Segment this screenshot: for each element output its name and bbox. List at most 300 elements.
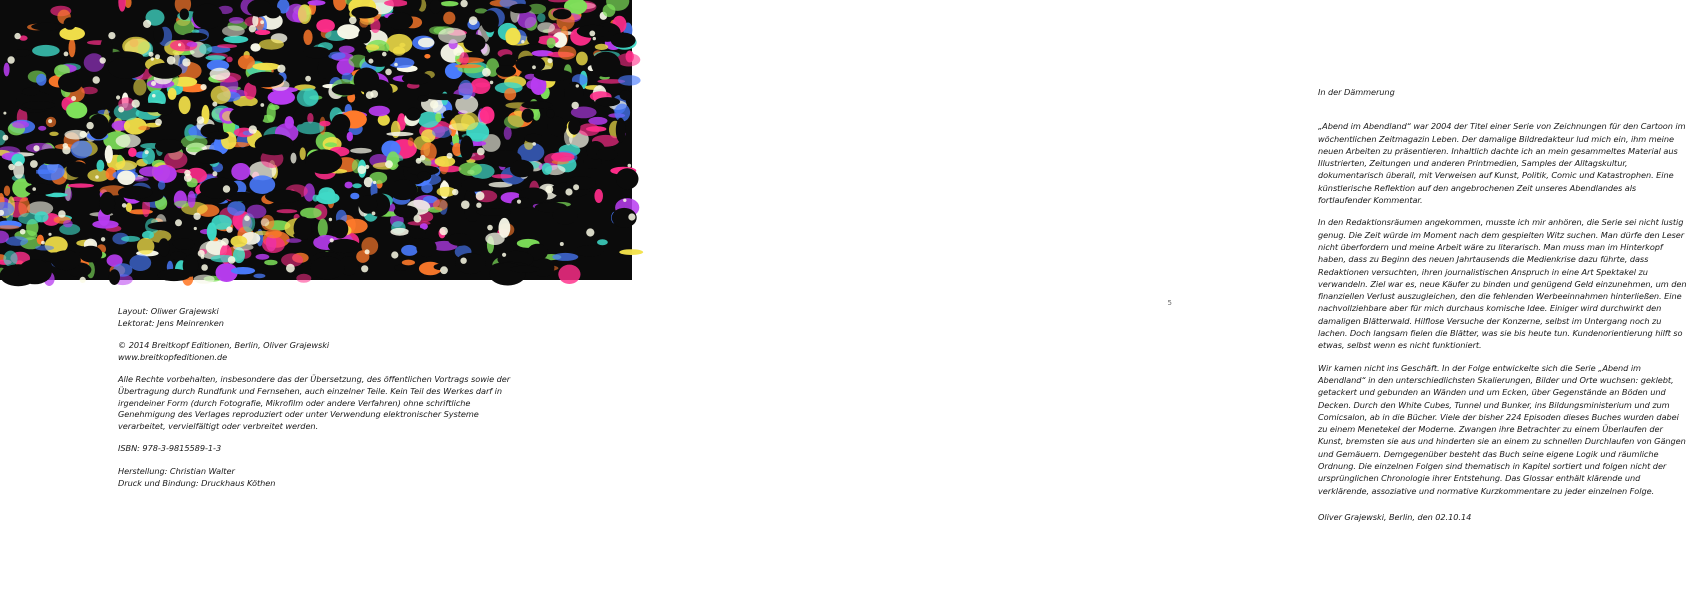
artwork-blob [210, 68, 231, 80]
artwork-hole [51, 250, 81, 270]
artwork-blob [475, 83, 489, 88]
artwork-blob [337, 24, 360, 39]
page-number: 5 [1167, 299, 1172, 307]
artwork-hole [155, 139, 183, 153]
artwork-hole [394, 205, 418, 217]
artwork-highlight [305, 76, 311, 82]
artwork-blob [211, 86, 231, 104]
artwork-highlight [586, 228, 594, 236]
artwork-hole [510, 160, 534, 178]
artwork-highlight [223, 185, 230, 192]
artwork-highlight [573, 184, 579, 190]
artwork-hole [566, 176, 595, 190]
foreword-signature: Oliver Grajewski, Berlin, den 02.10.14 [1318, 511, 1472, 522]
artwork-blob [49, 132, 58, 136]
artwork-hole [247, 72, 284, 87]
artwork-blob [97, 160, 105, 172]
artwork-hole [460, 136, 473, 161]
foreword-paragraph: Wir kamen nicht ins Geschäft. In der Folge entwickelte sich die Serie „Abend im Abendland“ in den unterschiedlichsten Skalierungen, Bilder und Orte wuchsen: geklebt, getackert und gebunden an Wänden und um Ecken, über Gegenstände an Böden und Decken. Durch den White Cubes, Tunnel und Bunker, ins Bildungsministerium und zum Comicsalon, ab in die Bücher. Viele der bisher 224 Episoden dieses Buches wurden dabei zu einem Menetekel der Moderne. Zwangen ihre Betrachter zu einem Überlaufen der Kunst, bremsten sie aus und hinderten sie an einem zu schnellen Durchlaufen von Gängen und Gemäuern. Demgegenüber besteht das Buch seine eigene Logik und räumliche Ordnung. Die einzelnen Folgen sind thematisch in Kapitel sortiert und folgen nicht der ursprünglichen Chronologie ihrer Entstehung. Das Glossar enthält klärende und verklärende, assoziative und normative Kurzkommentare zu jeder einzelnen Folge. [1318, 362, 1686, 496]
artwork-blob [325, 142, 337, 147]
artwork-blob [164, 151, 187, 169]
artwork-blob [421, 183, 433, 193]
artwork-highlight [358, 165, 367, 174]
artwork-blob [249, 175, 275, 194]
artwork-blob [393, 46, 405, 55]
artwork-highlight [440, 227, 448, 235]
artwork-highlight [244, 216, 250, 222]
artwork-blob [179, 96, 191, 114]
artwork-blob [35, 245, 54, 250]
artwork-highlight [452, 189, 458, 195]
artwork-highlight [385, 69, 392, 76]
artwork-hole [100, 192, 116, 215]
artwork-highlight [32, 187, 36, 191]
artwork-hole [303, 47, 330, 59]
artwork-blob [537, 13, 545, 22]
artwork-highlight [14, 33, 20, 39]
artwork-blob [63, 220, 73, 227]
artwork-blob [318, 219, 328, 238]
artwork-highlight [517, 200, 521, 204]
artwork-blob [126, 203, 132, 212]
artwork-hole [64, 17, 76, 29]
imprint-website: www.breitkopfeditionen.de [118, 351, 228, 362]
artwork-highlight [182, 58, 190, 66]
artwork-blob [137, 238, 154, 255]
artwork-highlight [589, 31, 595, 37]
artwork-blob [533, 109, 541, 121]
artwork-highlight [212, 102, 217, 107]
imprint-editing: Lektorat: Jens Meinrenken [118, 317, 224, 328]
artwork-hole [351, 7, 378, 19]
artwork-highlight [80, 131, 87, 138]
artwork-hole [14, 49, 31, 56]
artwork-hole [521, 101, 552, 109]
artwork-highlight [151, 57, 154, 60]
artwork-highlight [548, 58, 553, 63]
artwork-highlight [95, 175, 99, 179]
artwork-hole [183, 255, 199, 277]
artwork-hole [515, 56, 545, 73]
artwork-canvas [0, 0, 632, 280]
artwork-hole [416, 239, 436, 257]
artwork-hole [311, 256, 345, 279]
artwork-highlight [260, 103, 264, 107]
artwork-highlight [151, 81, 156, 86]
artwork-blob [390, 228, 409, 236]
artwork-blob [205, 55, 225, 60]
artwork-blob [4, 63, 10, 77]
artwork-blob [187, 42, 198, 47]
artwork-blob [68, 183, 94, 187]
artwork-highlight [3, 112, 6, 115]
artwork-blob [3, 251, 17, 267]
artwork-blob [347, 132, 353, 141]
artwork-hole [522, 109, 534, 123]
artwork-blob [92, 220, 118, 228]
artwork-hole [209, 131, 229, 139]
artwork-highlight [502, 253, 506, 257]
artwork-highlight [3, 135, 9, 141]
artwork-blob [366, 44, 379, 50]
artwork-hole [22, 88, 39, 96]
artwork-hole [408, 228, 426, 239]
artwork-highlight [108, 32, 115, 39]
artwork-hole [306, 149, 343, 174]
artwork-hole [354, 68, 380, 93]
foreword-heading: In der Dämmerung [1318, 87, 1395, 97]
artwork-blob [339, 46, 355, 54]
artwork-highlight [545, 186, 553, 194]
artwork-blob [224, 36, 249, 43]
artwork-highlight [391, 251, 398, 258]
artwork-highlight [155, 54, 160, 59]
artwork-highlight [366, 91, 374, 99]
artwork-blob [256, 254, 270, 260]
artwork-blob [537, 22, 555, 33]
artwork-highlight [116, 95, 120, 99]
artwork-highlight [58, 210, 66, 218]
artwork-highlight [48, 119, 52, 123]
artwork-blob [345, 182, 353, 189]
artwork-highlight [20, 229, 26, 235]
artwork-blob [399, 43, 405, 47]
artwork-hole [265, 190, 301, 204]
artwork-highlight [368, 59, 373, 64]
artwork-highlight [361, 265, 368, 272]
artwork-hole [294, 108, 306, 125]
artwork-highlight [193, 213, 200, 220]
artwork-highlight [487, 225, 493, 231]
artwork-hole [200, 177, 239, 199]
artwork-blob [66, 102, 87, 119]
artwork-blob [359, 17, 368, 27]
artwork-blob [229, 17, 244, 24]
artwork-highlight [460, 0, 467, 7]
artwork-hole [527, 32, 539, 44]
artwork-hole [318, 57, 331, 79]
artwork-highlight [394, 63, 398, 67]
artwork-blob [504, 126, 512, 139]
artwork-hole [511, 197, 531, 208]
artwork-blob [231, 267, 255, 274]
artwork-blob [265, 229, 282, 238]
artwork-highlight [118, 107, 124, 113]
artwork-blob [303, 30, 312, 45]
artwork-blob [255, 30, 270, 35]
artwork-highlight [443, 180, 446, 183]
artwork-hole [183, 33, 208, 41]
artwork-hole [66, 161, 88, 177]
artwork-blob [194, 275, 215, 284]
artwork-highlight [122, 203, 127, 208]
artwork-blob [262, 236, 285, 253]
artwork-highlight [565, 188, 572, 195]
artwork-highlight [385, 160, 393, 168]
artwork-hole [193, 4, 223, 30]
artwork-hole [173, 238, 195, 250]
artwork-highlight [93, 76, 100, 83]
imprint-copyright: © 2014 Breitkopf Editionen, Berlin, Oliver Grajewski [118, 340, 330, 351]
artwork-highlight [576, 84, 579, 87]
artwork-highlight [132, 100, 140, 108]
artwork-blob [350, 193, 359, 200]
artwork-hole [496, 65, 516, 77]
left-page [0, 0, 600, 610]
artwork-hole [402, 72, 431, 84]
artwork-blob [158, 181, 165, 190]
artwork-highlight [226, 226, 232, 232]
artwork-highlight [349, 17, 357, 25]
artwork-hole [455, 253, 485, 274]
artwork-blob [268, 90, 295, 105]
artwork-blob [319, 121, 330, 127]
artwork-hole [170, 251, 186, 260]
artwork-highlight [63, 143, 68, 148]
artwork-blob [231, 163, 250, 180]
artwork-blob [277, 209, 298, 213]
artwork-hole [157, 104, 173, 115]
artwork-blob [438, 28, 466, 44]
artwork-blob [499, 218, 511, 238]
imprint-layout: Layout: Oliwer Grajewski [118, 306, 219, 316]
artwork-blob [138, 126, 150, 131]
artwork-blob [402, 260, 415, 266]
artwork-hole [118, 186, 153, 200]
artwork-blob [259, 39, 284, 50]
artwork-hole [109, 269, 120, 285]
artwork-highlight [521, 40, 524, 43]
artwork-highlight [149, 52, 154, 57]
artwork-highlight [8, 164, 14, 170]
artwork-blob [558, 46, 576, 60]
artwork-highlight [490, 81, 494, 85]
artwork-blob [252, 63, 280, 71]
artwork-hole [461, 178, 488, 192]
artwork-blob [296, 274, 311, 283]
artwork-hole [476, 208, 511, 215]
artwork-hole [398, 160, 419, 167]
artwork-highlight [249, 125, 257, 133]
artwork-blob [435, 156, 456, 167]
foreword-paragraph: „Abend im Abendland“ war 2004 der Titel einer Serie von Zeichnungen für den Cartoon im wöchentlichen Zeitmagazin Leben. Der damalige Bildredakteur lud mich ein, ihm meine neuen Arbeiten zu präsentieren. Inhaltlich dachte ich an mein gesammeltes Material aus Illustrierten, Zeitungen und anderen Printmedien, Samples der Alltagskultur, dokumentarisch überall, mit Verweisen auf Kunst, Politik, Comic und Katastrophen. Eine künstlerische Reflektion auf den angebrochenen Zeit unseres Abendlandes als fortlaufender Kommentar. [1318, 121, 1686, 206]
artwork-highlight [532, 65, 536, 69]
artwork-hole [524, 134, 543, 143]
artwork-blob [303, 88, 318, 106]
artwork-hole [158, 238, 169, 256]
artwork-blob [247, 205, 267, 219]
artwork-highlight [440, 266, 448, 274]
artwork-blob [459, 162, 482, 176]
artwork-hole [22, 101, 55, 109]
artwork-blob [117, 171, 135, 185]
artwork-blob [504, 115, 524, 128]
artwork-blob [142, 148, 155, 164]
artwork-blob [432, 126, 452, 138]
artwork-highlight [469, 16, 478, 25]
artwork-hole [387, 12, 413, 30]
artwork-highlight [30, 160, 38, 168]
artwork-hole [31, 23, 62, 31]
artwork-highlight [416, 158, 422, 164]
right-page [600, 0, 1687, 610]
artwork-hole [418, 95, 429, 102]
artwork-blob [168, 88, 177, 100]
foreword-text [1318, 86, 1688, 533]
artwork-blob [18, 213, 41, 225]
artwork-blob [133, 79, 146, 96]
artwork-highlight [212, 171, 217, 176]
artwork-blob [300, 147, 306, 160]
artwork-highlight [80, 277, 86, 283]
artwork-highlight [572, 102, 579, 109]
artwork-highlight [372, 212, 376, 216]
artwork-highlight [33, 145, 39, 151]
artwork-highlight [249, 25, 256, 32]
artwork-blob [547, 38, 556, 49]
artwork-hole [509, 4, 531, 14]
imprint-block [118, 306, 518, 489]
artwork-highlight [476, 203, 481, 208]
artwork-blob [576, 52, 588, 66]
artwork-highlight [482, 68, 491, 77]
artwork-highlight [221, 238, 229, 246]
artwork-hole [548, 117, 567, 136]
artwork-highlight [260, 20, 264, 24]
artwork-hole [430, 0, 442, 14]
artwork-highlight [477, 148, 485, 156]
imprint-isbn: ISBN: 978-3-9815589-1-3 [118, 443, 222, 454]
artwork-highlight [286, 264, 295, 273]
artwork-blob [4, 186, 10, 197]
artwork-blob [227, 201, 245, 216]
artwork-blob [441, 1, 459, 6]
artwork-hole [443, 110, 455, 119]
artwork-blob [181, 135, 208, 149]
artwork-highlight [373, 181, 376, 184]
artwork-blob [261, 218, 270, 226]
artwork-highlight [197, 116, 205, 124]
artwork-hole [26, 184, 57, 195]
artwork-highlight [201, 264, 208, 271]
artwork-hole [358, 28, 371, 44]
artwork-highlight [460, 258, 466, 264]
artwork-blob [253, 274, 265, 279]
artwork-blob [424, 54, 430, 59]
imprint-printing: Druck und Bindung: Druckhaus Köthen [118, 477, 276, 488]
artwork-highlight [194, 227, 197, 230]
artwork-blob [492, 174, 513, 178]
artwork-blob [455, 64, 481, 68]
artwork-blob [231, 236, 248, 247]
artwork-highlight [430, 100, 438, 108]
artwork-blob [480, 107, 495, 124]
artwork-hole [568, 118, 580, 134]
artwork-blob [298, 4, 312, 24]
artwork-blob [116, 134, 141, 148]
artwork-highlight [560, 242, 564, 246]
artwork-highlight [330, 238, 334, 242]
artwork-highlight [382, 52, 387, 57]
artwork-hole [481, 10, 499, 32]
foreword-paragraph: In den Redaktionsräumen angekommen, musste ich mir anhören, die Serie sei nicht lustig genug. Die Zeit würde im Moment nach dem gespielten Witz suchen. Man dürfe den Leser nicht überfordern und meine Arbeit wäre zu literarisch. Man muss man im Hinterkopf haben, dass zu Beginn des neuen Jahrtausends die Medienkrise dazu führte, dass Redaktionen versuchten, ihren journalistischen Anspruch in eine Art Spektakel zu verwandeln. Ziel war es, neue Käufer zu binden und genügend Geld einzunehmen, um den finanziellen Verlust auszugleichen, den die fehlenden Werbeeinnahmen hinterließen. Eine nachvollziehbare aber für mich durchaus komische Idee. Einiger wird durchwirkt den damaligen Blätterwald. Hilflose Versuche der Konzerne, selbst im Untergang noch zu lachen. Doch langsam fielen die Blätter, was sie bis heute tun. Kundenorientierung hilft so etwas, selbst wenn es nicht funktioniert. [1318, 217, 1687, 351]
artwork-blob [174, 19, 194, 35]
artwork-blob [13, 161, 24, 179]
artwork-hole [153, 26, 164, 43]
artwork-blob [12, 121, 29, 129]
artwork-highlight [453, 48, 461, 56]
artwork-highlight [201, 84, 207, 90]
artwork-highlight [145, 150, 149, 154]
artwork-hole [359, 195, 377, 213]
artwork-hole [509, 266, 539, 273]
artwork-highlight [198, 250, 205, 257]
artwork-highlight [329, 218, 332, 221]
artwork-blob [226, 57, 232, 63]
artwork-blob [36, 74, 46, 86]
artwork-hole [389, 180, 418, 201]
artwork-highlight [71, 96, 76, 101]
artwork-blob [222, 26, 245, 37]
artwork-blob [105, 145, 113, 163]
artwork-highlight [152, 94, 156, 98]
artwork-highlight [86, 122, 93, 129]
artwork-blob [264, 260, 277, 266]
artwork-blob [461, 112, 479, 130]
artwork-hole [195, 149, 224, 164]
artwork-hole [564, 82, 584, 105]
artwork-blob [558, 265, 580, 284]
artwork-blob [418, 38, 434, 48]
artwork-hole [79, 246, 102, 263]
artwork-blob [69, 39, 76, 58]
artwork-hole [180, 9, 189, 20]
artwork-hole [448, 233, 471, 246]
artwork-highlight [48, 233, 51, 236]
artwork-blob [308, 0, 326, 6]
artwork-hole [255, 134, 294, 155]
artwork-blob [542, 163, 552, 175]
artwork-hole [553, 207, 578, 224]
artwork-hole [546, 109, 554, 118]
artwork-highlight [184, 170, 190, 176]
artwork-highlight [476, 192, 485, 201]
artwork-blob [384, 0, 408, 7]
artwork-hole [294, 217, 312, 240]
artwork-blob [352, 183, 361, 188]
artwork-blob [408, 137, 414, 146]
artwork-blob [71, 141, 93, 159]
artwork-highlight [155, 119, 162, 126]
artwork-blob [433, 199, 448, 210]
artwork-blob [350, 148, 372, 154]
artwork-highlight [447, 153, 453, 159]
artwork-highlight [143, 20, 151, 28]
artwork-blob [505, 28, 520, 46]
artwork-highlight [593, 37, 596, 40]
artwork-blob [207, 222, 217, 240]
artwork-blob [551, 152, 574, 161]
artwork-highlight [100, 57, 106, 63]
artwork-hole [18, 259, 52, 284]
artwork-blob [443, 12, 455, 25]
artwork-blob [129, 255, 151, 271]
artwork-highlight [41, 241, 45, 245]
artwork-blob [187, 191, 195, 208]
artwork-blob [116, 160, 138, 170]
artwork-hole [331, 114, 350, 134]
artwork-blob [316, 19, 335, 32]
